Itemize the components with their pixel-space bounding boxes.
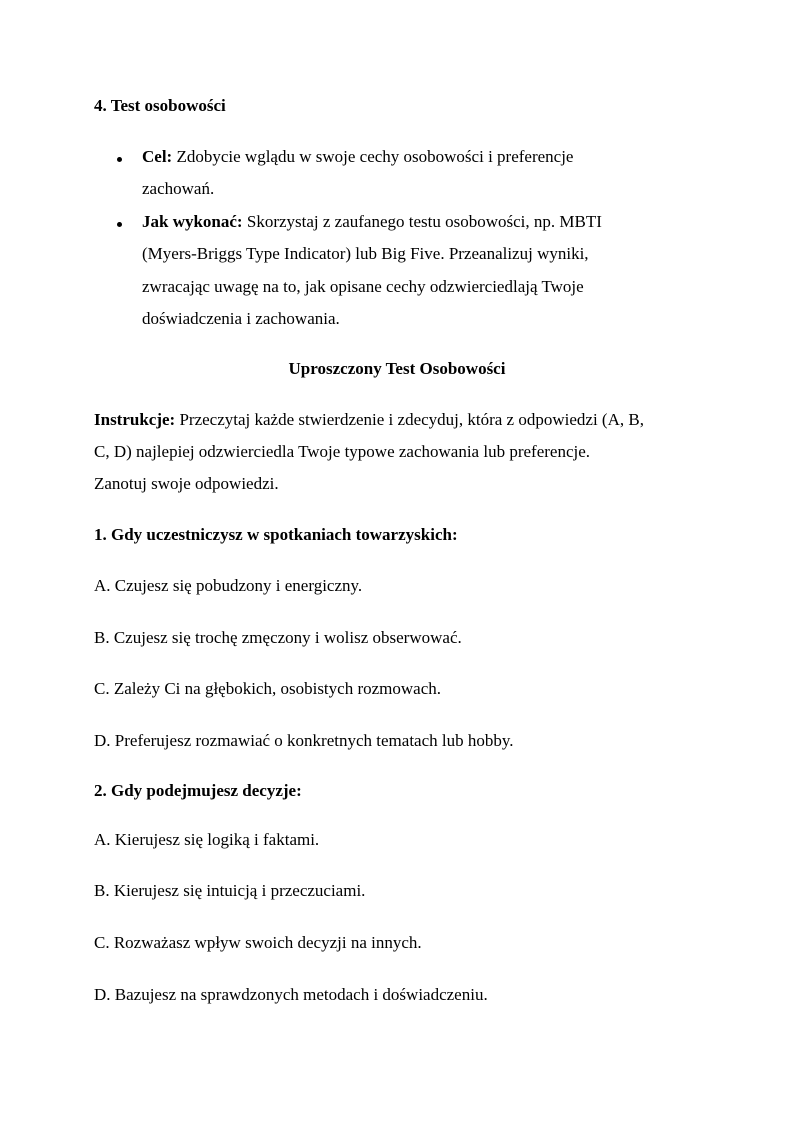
bullet-marker [117,157,122,162]
instructions-line-3: Zanotuj swoje odpowiedzi. [94,474,279,493]
bullet-marker [117,222,122,227]
bullet-goal-label: Cel: [142,147,173,166]
section-heading: 4. Test osobowości [94,96,226,115]
question-1-answer-d: D. Preferujesz rozmawiać o konkretnych tematach lub hobby. [94,731,514,750]
instructions-text: Przeczytaj każde stwierdzenie i zdecyduj, która z odpowiedzi (A, B, [179,410,644,429]
instructions-label: Instrukcje: [94,410,176,429]
question-1-heading: 1. Gdy uczestniczysz w spotkaniach towarzyskich: [94,525,458,544]
bullet-howto-line-1 [142,212,602,232]
test-title: Uproszczony Test Osobowości [288,359,506,378]
question-1-answer-c: C. Zależy Ci na głębokich, osobistych rozmowach. [94,679,441,698]
instructions-line-2: C, D) najlepiej odzwierciedla Twoje typowe zachowania lub preferencje. [94,442,591,461]
question-2-answer-b: B. Kierujesz się intuicją i przeczuciami. [94,881,366,900]
bullet-howto-text: Skorzystaj z zaufanego testu osobowości, np. MBTI [246,212,602,231]
question-1-answer-a: A. Czujesz się pobudzony i energiczny. [94,576,363,595]
bullet-howto-line-2: (Myers-Briggs Type Indicator) lub Big Five. Przeanalizuj wyniki, [142,244,589,263]
question-2-answer-d: D. Bazujesz na sprawdzonych metodach i doświadczeniu. [94,985,488,1004]
bullet-goal-line-2: zachowań. [142,179,215,198]
bullet-howto-line-3: zwracając uwagę na to, jak opisane cechy odzwierciedlają Twoje [142,277,584,296]
bullet-goal-text: Zdobycie wglądu w swoje cechy osobowości i preferencje [176,147,574,166]
bullet-goal-line-1 [142,147,573,167]
bullet-howto-label: Jak wykonać: [142,212,243,231]
question-2-answer-a: A. Kierujesz się logiką i faktami. [94,830,320,849]
question-2-heading: 2. Gdy podejmujesz decyzje: [94,781,302,800]
instructions-line-1 [94,410,644,430]
question-2-answer-c: C. Rozważasz wpływ swoich decyzji na innych. [94,933,422,952]
bullet-howto-line-4: doświadczenia i zachowania. [142,309,340,328]
question-1-answer-b: B. Czujesz się trochę zmęczony i wolisz obserwować. [94,628,462,647]
